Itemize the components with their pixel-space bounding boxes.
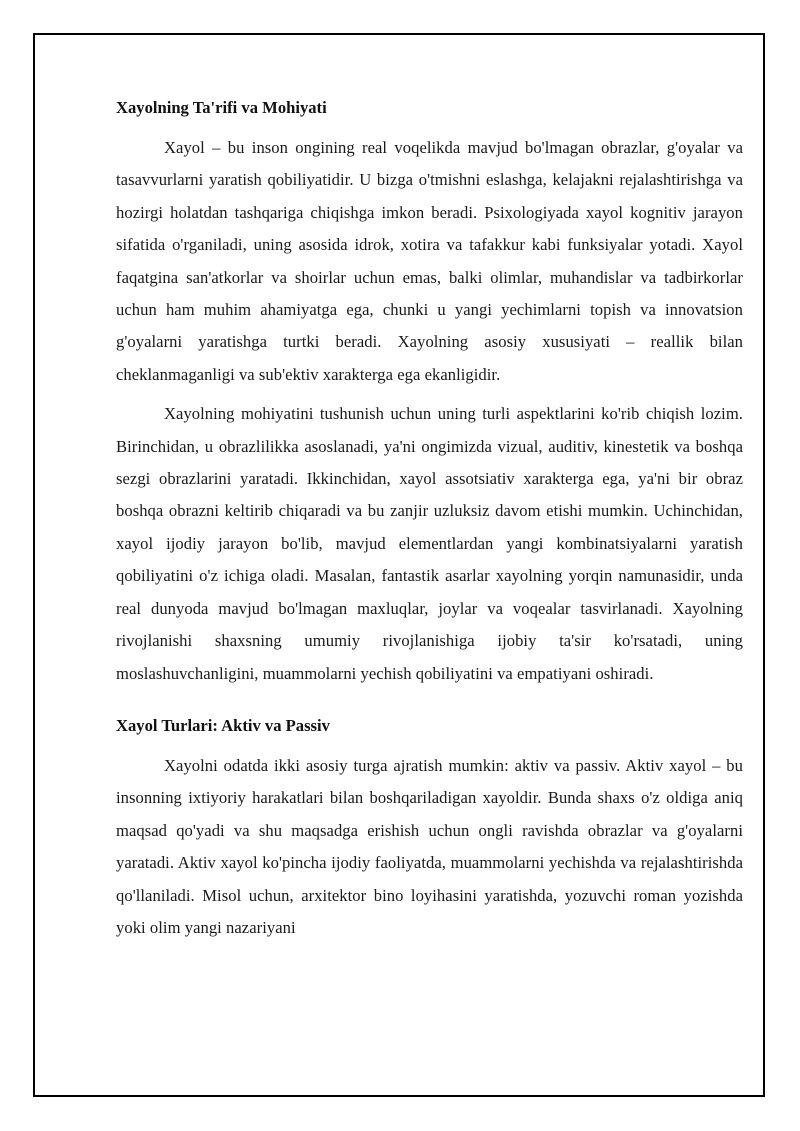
- document-body: [116, 92, 743, 951]
- paragraph-types-1: Xayolni odatda ikki asosiy turga ajratish mumkin: aktiv va passiv. Aktiv xayol – bu insonning ixtiyoriy harakatlari bilan boshqariladigan xayoldir. Bunda shaxs o'z oldiga aniq maqsad qo'yadi va shu maqsadga erishish uchun ongli ravishda obrazlar va g'oyalarni yaratadi. Aktiv xayol ko'pincha ijodiy faoliyatda, muammolarni yechishda va rejalashtirishda qo'llaniladi. Misol uchun, arxitektor bino loyihasini yaratishda, yozuvchi roman yozishda yoki olim yangi nazariyani: [116, 755, 743, 937]
- paragraph-definition-2: Xayolning mohiyatini tushunish uchun uning turli aspektlarini ko'rib chiqish lozim. Birinchidan, u obrazlilikka asoslanadi, ya'ni ongimizda vizual, auditiv, kinestetik va boshqa sezgi obrazlarini yaratadi. Ikkinchidan, xayol assotsiativ xarakterga ega, ya'ni bir obraz boshqa obrazni keltirib chiqaradi va bu zanjir uzluksiz davom etishi mumkin. Uchinchidan, xayol ijodiy jarayon bo'lib, mavjud elementlardan yangi kombinatsiyalarni yaratish qobiliyatini o'z ichiga oladi. Masalan, fantastik asarlar xayolning yorqin namunasidir, unda real dunyoda mavjud bo'lmagan maxluqlar, joylar va voqealar tasvirlanadi. Xayolning rivojlanishi shaxsning umumiy rivojlanishiga ijobiy ta'sir ko'rsatadi, uning moslashuvchanligini, muammolarni yechish qobiliyatini va empatiyani oshiradi.: [116, 404, 743, 683]
- section-heading-types: Xayol Turlari: Aktiv va Passiv: [116, 715, 330, 735]
- section-heading-definition: Xayolning Ta'rifi va Mohiyati: [116, 98, 327, 117]
- paragraph-definition-1: Xayol – bu inson ongining real voqelikda mavjud bo'lmagan obrazlar, g'oyalar va tasavvurlarni yaratish qobiliyatidir. U bizga o'tmishni eslashga, kelajakni rejalashtirishga va hozirgi holatdan tashqariga chiqishga imkon beradi. Psixologiyada xayol kognitiv jarayon sifatida o'rganiladi, uning asosida idrok, xotira va tafakkur kabi funksiyalar yotadi. Xayol faqatgina san'atkorlar va shoirlar uchun emas, balki olimlar, muhandislar va tadbirkorlar uchun ham muhim ahamiyatga ega, chunki u yangi yechimlarni topish va innovatsion g'oyalarni yaratishga turtki beradi. Xayolning asosiy xususiyati – reallik bilan cheklanmaganligi va sub'ektiv xarakterga ega ekanligidir.: [116, 138, 743, 384]
